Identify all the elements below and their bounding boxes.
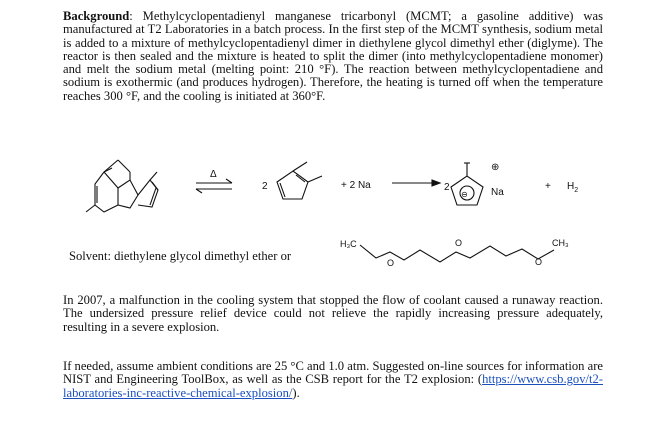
- cation-charge: ⊕: [491, 162, 500, 173]
- diglyme-oxygen-2: O: [455, 238, 463, 248]
- hydrogen-label: $H_2$: [567, 181, 579, 194]
- background-text: : Methylcyclopentadienyl manganese tricarbonyl (MCMT; a gasoline additive) was manufactured at T2 Laboratories in a batch process. In the first step of the MCMT synthesis, sodium metal is added to a mixture of methylcyclopentadienyl dimer in diethylene glycol dimethyl ether (diglyme). The reactor is then sealed and the mixture is heated to split the dimer (into methylcyclopentadiene monomer) and melt the sodium metal (melting point: 210 °F). The reaction between methylcyclopentadiene and sodium is exothermic (and produces hydrogen). Therefore, the heating is turned off when the temperature reaches 300 °F, and the cooling is initiated at 360°F.: [63, 9, 603, 103]
- anion-charge: ⊖: [461, 190, 468, 199]
- sources-text: If needed, assume ambient conditions are 25 °C and 1.0 atm. Suggested on-line sources for information are NIST and Engineering ToolBox, as well as the CSB report for the T2 explosion: (: [63, 359, 603, 387]
- monomer-coefficient: 2: [262, 181, 268, 192]
- product-coefficient: 2: [444, 182, 450, 193]
- diglyme-oxygen-1: O: [387, 258, 395, 268]
- delta-symbol: Δ: [210, 169, 217, 180]
- reaction-arrow: [392, 180, 440, 186]
- sources-tail: ).: [292, 385, 300, 400]
- sodium-label: Na: [491, 187, 504, 198]
- incident-paragraph: In 2007, a malfunction in the cooling system that stopped the flow of coolant caused a runaway reaction. The undersized pressure relief device could not relieve the rapidly increasing pressure adequately, resulting in a severe explosion.: [63, 293, 603, 334]
- diglyme-h3c: H₃C: [340, 239, 357, 249]
- solvent-label: Solvent: diethylene glycol dimethyl ether or: [69, 249, 292, 263]
- plus-sodium: + 2 Na: [341, 180, 371, 191]
- sources-paragraph: [63, 360, 603, 400]
- monomer-structure: [277, 162, 322, 199]
- diglyme-ch3: CH₃: [552, 238, 569, 248]
- plus-hydrogen: +: [545, 181, 551, 192]
- csb-report-link[interactable]: https://www.csb.gov/t2-laboratories-inc-reactive-chemical-explosion/: [63, 372, 603, 400]
- dimer-structure: [86, 160, 158, 212]
- equilibrium-arrows: [196, 179, 232, 193]
- diglyme-oxygen-3: O: [535, 257, 543, 267]
- background-heading: Background: [63, 9, 130, 23]
